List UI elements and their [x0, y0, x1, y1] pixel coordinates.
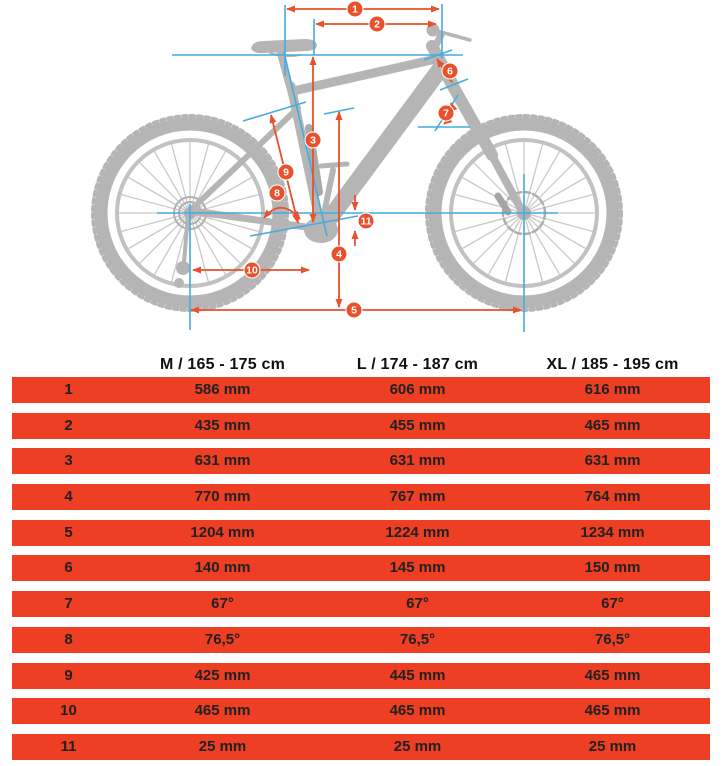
value-m: 76,5°	[204, 630, 241, 648]
pedal	[321, 164, 347, 166]
value-l: 606 mm	[389, 381, 446, 398]
row-number: 6	[64, 559, 73, 577]
value-m: 425 mm	[194, 666, 251, 684]
value-xl: 465 mm	[584, 702, 641, 720]
value-m: 770 mm	[194, 488, 251, 506]
stem	[434, 35, 441, 49]
value-l: 67°	[406, 595, 429, 613]
value-m: 435 mm	[194, 416, 251, 434]
table-row	[12, 591, 710, 617]
callout-3	[305, 132, 321, 148]
value-m: 465 mm	[194, 702, 251, 720]
row-number: 9	[64, 666, 73, 684]
value-l: 767 mm	[389, 488, 446, 506]
value-l: 145 mm	[389, 559, 446, 577]
svg-text:10: 10	[246, 264, 258, 277]
table-row	[12, 484, 710, 510]
row-number: 3	[64, 452, 73, 470]
value-l: 455 mm	[389, 416, 446, 434]
value-xl: 465 mm	[584, 666, 641, 684]
derailleur-pulley-2	[174, 278, 184, 288]
value-m: 586 mm	[194, 381, 251, 398]
callout-1	[347, 1, 363, 17]
value-m: 25 mm	[198, 737, 247, 755]
value-xl: 1234 mm	[580, 523, 645, 541]
table-row	[12, 520, 710, 546]
value-l: 445 mm	[389, 666, 446, 684]
brake-caliper	[498, 196, 508, 212]
value-xl: 616 mm	[584, 381, 641, 398]
size-table-header	[0, 352, 722, 374]
row-number: 4	[64, 488, 73, 506]
table-row	[12, 663, 710, 689]
callout-9	[278, 164, 294, 180]
value-m: 631 mm	[194, 452, 251, 470]
svg-text:8: 8	[274, 187, 280, 200]
callout-6	[442, 63, 458, 79]
callout-5	[346, 302, 362, 318]
header-size-m: M / 165 - 175 cm	[159, 356, 286, 373]
table-row	[12, 627, 710, 653]
value-xl: 150 mm	[584, 559, 641, 577]
seatpost	[280, 52, 293, 99]
callout-10	[244, 262, 260, 278]
top-tube	[293, 59, 436, 91]
table-row	[12, 698, 710, 724]
value-m: 140 mm	[194, 559, 251, 577]
svg-text:5: 5	[351, 304, 357, 317]
bike-silhouette	[93, 24, 621, 311]
value-l: 25 mm	[393, 737, 442, 755]
callout-2	[369, 16, 385, 32]
row-number: 10	[60, 702, 77, 720]
row-number: 5	[64, 523, 73, 541]
table-row	[12, 555, 710, 581]
callout-11	[358, 213, 374, 229]
saddle	[251, 39, 317, 53]
svg-text:11: 11	[360, 215, 372, 228]
svg-text:7: 7	[443, 107, 449, 120]
table-row	[12, 377, 710, 403]
value-xl: 465 mm	[584, 416, 641, 434]
down-tube-battery	[327, 68, 441, 222]
table-row	[12, 734, 710, 760]
table-row	[12, 448, 710, 474]
svg-text:2: 2	[374, 18, 380, 31]
header-size-xl: XL / 185 - 195 cm	[546, 356, 679, 373]
value-xl: 67°	[601, 595, 624, 613]
bike-geometry-diagram	[0, 0, 722, 352]
table-row	[12, 413, 710, 439]
value-xl: 25 mm	[588, 737, 637, 755]
row-number: 11	[60, 737, 77, 755]
value-m: 67°	[211, 595, 234, 613]
svg-text:3: 3	[310, 134, 316, 147]
value-l: 76,5°	[399, 630, 436, 648]
value-m: 1204 mm	[190, 523, 255, 541]
row-number: 2	[64, 416, 73, 434]
row-number: 7	[64, 595, 73, 613]
svg-text:9: 9	[283, 166, 289, 179]
svg-text:6: 6	[447, 65, 453, 78]
callout-7	[438, 105, 454, 121]
svg-text:4: 4	[336, 248, 342, 261]
value-xl: 631 mm	[584, 452, 641, 470]
value-xl: 76,5°	[594, 630, 631, 648]
value-xl: 764 mm	[584, 488, 641, 506]
callout-4	[331, 246, 347, 262]
value-l: 1224 mm	[385, 523, 450, 541]
size-table	[0, 352, 722, 760]
svg-text:1: 1	[352, 3, 358, 16]
callout-8	[269, 185, 285, 201]
header-size-l: L / 174 - 187 cm	[356, 356, 479, 373]
row-number: 8	[64, 630, 73, 648]
row-number: 1	[64, 381, 73, 398]
derailleur-pulley-1	[176, 261, 190, 275]
value-l: 465 mm	[389, 702, 446, 720]
value-l: 631 mm	[389, 452, 446, 470]
